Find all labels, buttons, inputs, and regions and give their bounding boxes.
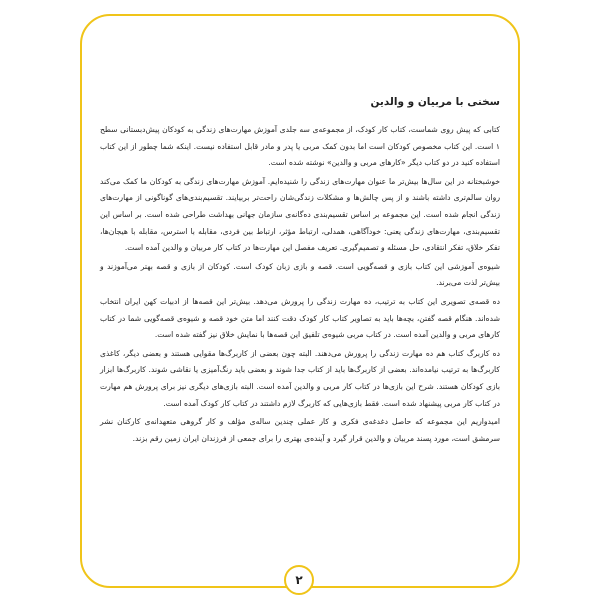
page-content [100,96,500,449]
page-heading: سخنی با مربیان و والدین [370,96,500,108]
paragraph-worksheets: ده کاربرگ کتاب هم ده مهارت زندگی را پرورش می‌دهند. البته چون بعضی از کاربرگ‌ها مقوایی هستند و بعضی دیگر، کاغذی کاربرگ‌ها به ترتیب نیامده‌اند. بعضی از کاربرگ‌ها باید از کتاب جدا شوند و بعضی باید رنگ‌آمیزی یا نقاشی شوند. کاربرگ‌ها ابزار بازی کودکان هستند. شرح این بازی‌ها در کتاب کار مربی و والدین آمده است. البته بازی‌های دیگری نیز برای پرورش هم مهارت در کتاب کار مربی پیشنهاد شده است. فقط بازی‌هایی که کاربرگ لازم داشتند در کتاب کار کودک آمده است. [100,348,500,408]
paragraph-intro: کتابی که پیش روی شماست، کتاب کار کودک، از مجموعه‌ی سه جلدی آموزش مهارت‌های زندگی به کودکان پیش‌دبستانی سطح ۱ است. این کتاب مخصوص کودکان است اما بدون کمک مربی یا پدر و مادر قابل استفاده نیست. اینکه شما چطور از این کتاب استفاده کنید در دو کتاب دیگر «کارهای مربی و والدین» نوشته شده است. [100,125,500,168]
page-number-badge [284,565,314,595]
paragraph-teaching-method: شیوه‌ی آموزشی این کتاب بازی و قصه‌گویی است. قصه و بازی زبان کودک است. کودکان از بازی و قصه بهتر می‌آموزند و بیش‌تر لذت می‌برند. [100,261,500,288]
paragraph-closing: امیدواریم این مجموعه که حاصل دغدغه‌ی فکری و کار عملی چندین ساله‌ی مؤلف و کار گروهی متعهدانه‌ی کارکنان نشر سرمشق است، مورد پسند مربیان و والدین قرار گیرد و آینده‌ی بهتری را برای جمعی از فرزندان ایران زمین رقم بزند. [100,417,500,443]
page-number: ۲ [295,573,303,587]
paragraph-stories: ده قصه‌ی تصویری این کتاب به ترتیب، ده مهارت زندگی را پرورش می‌دهد. بیش‌تر این قصه‌ها از ادبیات کهن ایران انتخاب شده‌اند. هنگام قصه گفتن، بچه‌ها باید به تصاویر کتاب کار کودک دقت کنند اما متن خود قصه و شیوه‌ی قصه‌گویی شما در کتاب کارهای مربی و والدین آمده است. در کتاب مربی شیوه‌ی تلفیق این قصه‌ها با نمایش خلاق نیز گفته شده است. [100,296,500,340]
paragraph-life-skills: خوشبختانه در این سال‌ها بیش‌تر ما عنوان مهارت‌های زندگی را شنیده‌ایم. آموزش مهارت‌های زندگی به کودکان ما کمک می‌کند روان سالم‌تری داشته باشند و از پس چالش‌ها و مشکلات زندگی‌شان راحت‌تر بربیایند. تقسیم‌بندی‌های گوناگونی از مهارت‌های زندگی انجام شده است. این مجموعه بر اساس تقسیم‌بندی ده‌گانه‌ی سازمان جهانی بهداشت طراحی شده است. بر اساس این تقسیم‌بندی، مهارت‌های زندگی یعنی: خودآگاهی، همدلی، ارتباط مؤثر، ارتباط بین فردی، مقابله با استرس، مقابله با هیجان‌ها، تفکر خلاق، تفکر انتقادی، حل مسئله و تصمیم‌گیری. تعریف مفصل این مهارت‌ها در کتاب کار مربیان و والدین آمده است. [100,176,500,253]
